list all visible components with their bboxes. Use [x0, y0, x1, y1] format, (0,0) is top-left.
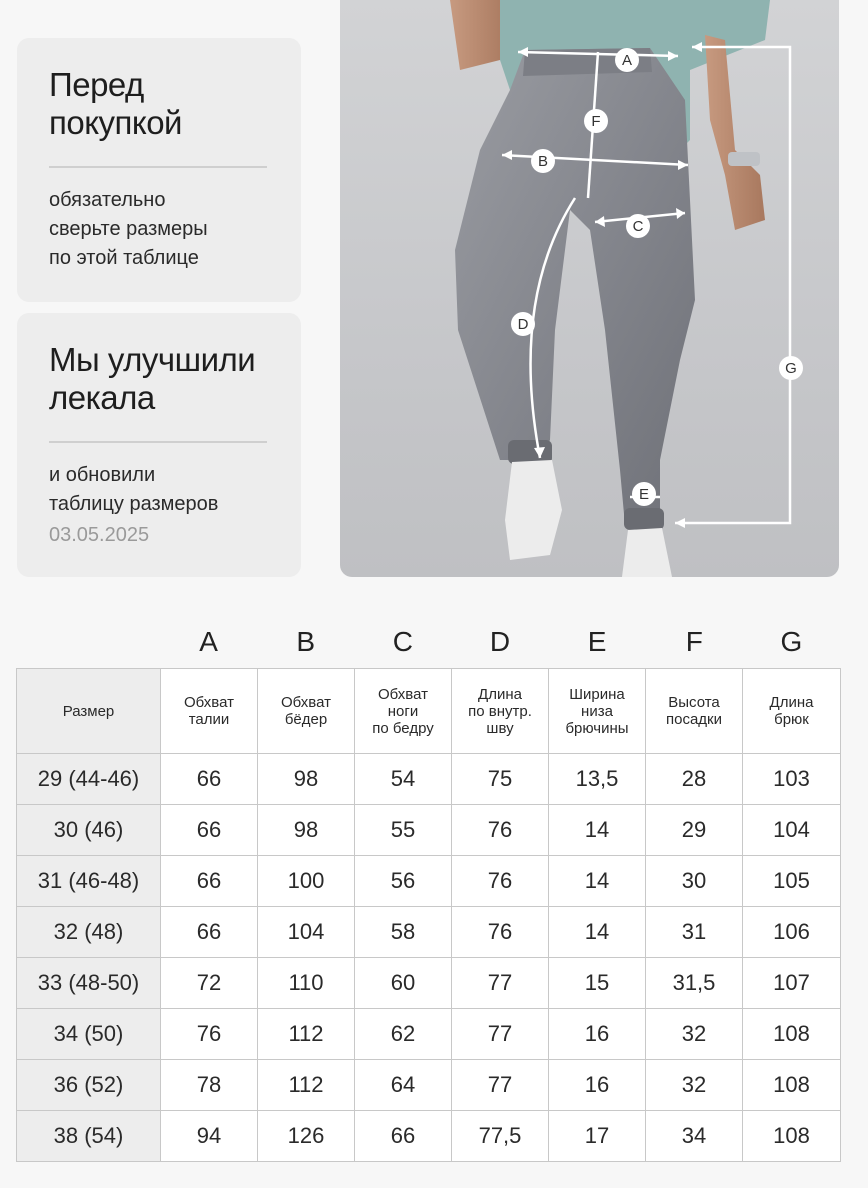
header-measure — [452, 669, 549, 754]
value-cell: 14 — [549, 907, 646, 958]
card-divider — [49, 166, 267, 168]
value-cell: 112 — [258, 1060, 355, 1111]
size-cell: 38 (54) — [17, 1111, 161, 1162]
info-card-before-purchase — [17, 38, 301, 302]
table-row — [17, 856, 841, 907]
value-cell: 32 — [646, 1060, 743, 1111]
header-label: Ширина низа брючины — [565, 685, 629, 737]
value-cell: 17 — [549, 1111, 646, 1162]
size-table — [16, 668, 841, 1162]
value-cell: 126 — [258, 1111, 355, 1162]
header-label: Размер — [62, 702, 115, 720]
sneaker-left-shape — [505, 460, 562, 560]
value-cell: 77 — [452, 1009, 549, 1060]
value-cell: 75 — [452, 754, 549, 805]
value-cell: 98 — [258, 754, 355, 805]
value-cell: 32 — [646, 1009, 743, 1060]
header-label: Длина брюк — [769, 694, 814, 728]
value-cell: 13,5 — [549, 754, 646, 805]
value-cell: 107 — [743, 958, 841, 1009]
sneaker-right-shape — [622, 528, 672, 577]
column-letter-b: B — [296, 626, 316, 657]
size-cell: 31 (46-48) — [17, 856, 161, 907]
value-cell: 16 — [549, 1060, 646, 1111]
value-cell: 105 — [743, 856, 841, 907]
value-cell: 66 — [355, 1111, 452, 1162]
update-date: 03.05.2025 — [49, 524, 150, 546]
value-cell: 104 — [743, 805, 841, 856]
value-cell: 56 — [355, 856, 452, 907]
value-cell: 77,5 — [452, 1111, 549, 1162]
value-cell: 14 — [549, 856, 646, 907]
value-cell: 108 — [743, 1009, 841, 1060]
header-label: Обхват бёдер — [281, 694, 331, 728]
value-cell: 77 — [452, 1060, 549, 1111]
card-text: и обновили таблицу размеров — [49, 464, 219, 515]
table-row — [17, 805, 841, 856]
header-label: Обхват ноги по бедру — [372, 685, 434, 737]
table-row — [17, 1111, 841, 1162]
value-cell: 34 — [646, 1111, 743, 1162]
value-cell: 104 — [258, 907, 355, 958]
table-row — [17, 754, 841, 805]
label-d: D — [517, 316, 529, 333]
value-cell: 55 — [355, 805, 452, 856]
value-cell: 76 — [161, 1009, 258, 1060]
column-letter-a: A — [199, 626, 218, 657]
column-letter-e: E — [587, 626, 607, 657]
info-card-improved-patterns — [17, 313, 301, 577]
measurement-illustration — [340, 0, 839, 577]
value-cell: 76 — [452, 907, 549, 958]
header-label: Длина по внутр. шву — [468, 685, 532, 737]
value-cell: 66 — [161, 754, 258, 805]
header-measure — [743, 669, 841, 754]
value-cell: 110 — [258, 958, 355, 1009]
cuff-right-shape — [624, 508, 664, 530]
header-measure — [549, 669, 646, 754]
table-body — [17, 754, 841, 1162]
value-cell: 16 — [549, 1009, 646, 1060]
value-cell: 62 — [355, 1009, 452, 1060]
value-cell: 76 — [452, 805, 549, 856]
value-cell: 66 — [161, 907, 258, 958]
value-cell: 103 — [743, 754, 841, 805]
value-cell: 78 — [161, 1060, 258, 1111]
label-b: B — [537, 153, 549, 170]
table-row — [17, 958, 841, 1009]
header-size — [17, 669, 161, 754]
label-a: A — [621, 52, 633, 69]
table-header-row — [17, 669, 841, 754]
label-f: F — [591, 113, 601, 130]
value-cell: 29 — [646, 805, 743, 856]
label-e: E — [638, 486, 650, 503]
value-cell: 14 — [549, 805, 646, 856]
label-g: G — [785, 360, 797, 377]
value-cell: 100 — [258, 856, 355, 907]
table-row — [17, 907, 841, 958]
value-cell: 64 — [355, 1060, 452, 1111]
size-cell: 30 (46) — [17, 805, 161, 856]
card-text: обязательно сверьте размеры по этой таблице — [49, 189, 208, 269]
value-cell: 72 — [161, 958, 258, 1009]
header-label: Высота посадки — [665, 694, 722, 728]
column-letters — [160, 622, 840, 662]
value-cell: 54 — [355, 754, 452, 805]
size-cell: 29 (44-46) — [17, 754, 161, 805]
value-cell: 98 — [258, 805, 355, 856]
card-title: Мы улучшили лекала — [49, 341, 256, 416]
value-cell: 66 — [161, 805, 258, 856]
card-divider — [49, 441, 267, 443]
value-cell: 28 — [646, 754, 743, 805]
value-cell: 30 — [646, 856, 743, 907]
label-c: C — [632, 218, 644, 235]
size-cell: 33 (48-50) — [17, 958, 161, 1009]
size-cell: 36 (52) — [17, 1060, 161, 1111]
value-cell: 77 — [452, 958, 549, 1009]
value-cell: 112 — [258, 1009, 355, 1060]
value-cell: 58 — [355, 907, 452, 958]
value-cell: 60 — [355, 958, 452, 1009]
model-measurement-photo — [340, 0, 839, 577]
value-cell: 31,5 — [646, 958, 743, 1009]
column-letter-f: F — [685, 626, 703, 657]
value-cell: 66 — [161, 856, 258, 907]
value-cell: 15 — [549, 958, 646, 1009]
value-cell: 108 — [743, 1111, 841, 1162]
card-title: Перед покупкой — [49, 66, 182, 141]
header-label: Обхват талии — [184, 694, 234, 728]
column-letter-g: G — [780, 626, 803, 657]
value-cell: 76 — [452, 856, 549, 907]
table-row — [17, 1060, 841, 1111]
watch-shape — [728, 152, 760, 166]
value-cell: 106 — [743, 907, 841, 958]
size-cell: 34 (50) — [17, 1009, 161, 1060]
value-cell: 31 — [646, 907, 743, 958]
size-cell: 32 (48) — [17, 907, 161, 958]
header-measure — [161, 669, 258, 754]
value-cell: 94 — [161, 1111, 258, 1162]
value-cell: 108 — [743, 1060, 841, 1111]
column-letter-c: C — [392, 626, 413, 657]
arm-right-shape — [705, 35, 765, 230]
header-measure — [355, 669, 452, 754]
column-letter-d: D — [489, 626, 511, 657]
header-measure — [646, 669, 743, 754]
jeans-shape — [455, 48, 695, 525]
header-measure — [258, 669, 355, 754]
table-row — [17, 1009, 841, 1060]
